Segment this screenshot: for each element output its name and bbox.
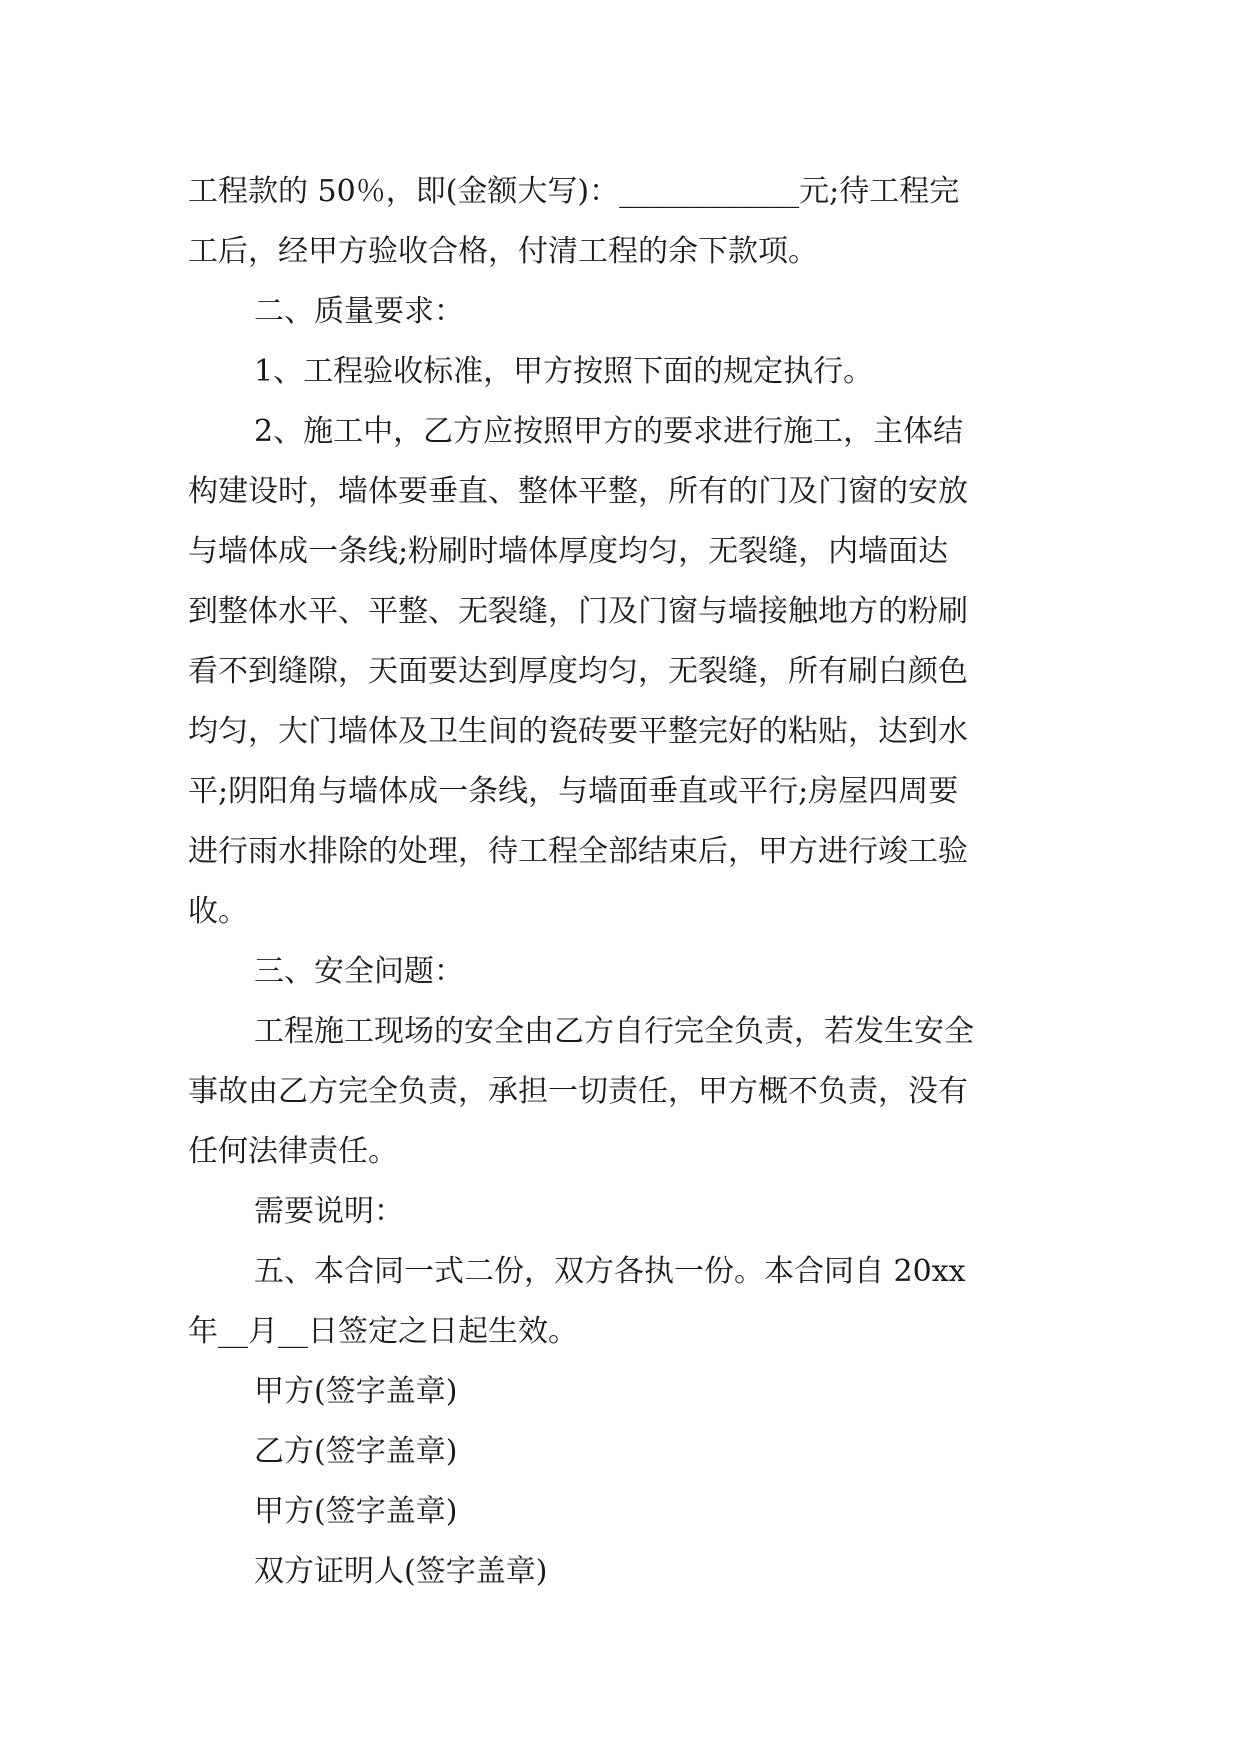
quality-item-2-line-3: 与墙体成一条线;粉刷时墙体厚度均匀，无裂缝，内墙面达 bbox=[188, 534, 949, 569]
quality-item-2-line-5: 看不到缝隙，天面要达到厚度均匀，无裂缝，所有刷白颜色 bbox=[188, 654, 968, 689]
quality-item-2-line-4: 到整体水平、平整、无裂缝，门及门窗与墙接触地方的粉刷 bbox=[188, 594, 968, 629]
document-body bbox=[188, 162, 1058, 1602]
safety-heading: 三、安全问题： bbox=[254, 954, 464, 989]
safety-body-line-2: 事故由乙方完全负责，承担一切责任，甲方概不负责，没有 bbox=[188, 1074, 968, 1109]
signature-party-a-repeat: 甲方(签字盖章) bbox=[254, 1494, 458, 1529]
quality-heading: 二、质量要求： bbox=[254, 294, 464, 329]
quality-item-2-line-2: 构建设时，墙体要垂直、整体平整，所有的门及门窗的安放 bbox=[188, 474, 968, 509]
safety-body-line-3: 任何法律责任。 bbox=[188, 1134, 398, 1169]
quality-item-2-line-8: 进行雨水排除的处理，待工程全部结束后，甲方进行竣工验 bbox=[188, 834, 968, 869]
quality-item-1: 1、工程验收标准，甲方按照下面的规定执行。 bbox=[254, 354, 874, 389]
signature-witnesses: 双方证明人(签字盖章) bbox=[254, 1554, 548, 1589]
quality-item-2-line-9: 收。 bbox=[188, 894, 248, 929]
quality-item-2-line-6: 均匀，大门墙体及卫生间的瓷砖要平整完好的粘贴，达到水 bbox=[188, 714, 968, 749]
signature-party-a: 甲方(签字盖章) bbox=[254, 1374, 458, 1409]
payment-line-2: 工后，经甲方验收合格，付清工程的余下款项。 bbox=[188, 234, 818, 269]
clause-5-line-1: 五、本合同一式二份，双方各执一份。本合同自 20xx bbox=[254, 1254, 966, 1289]
clause-5-line-2: 年__月__日签定之日起生效。 bbox=[188, 1314, 578, 1349]
notes-heading: 需要说明： bbox=[254, 1194, 404, 1229]
signature-party-b: 乙方(签字盖章) bbox=[254, 1434, 458, 1469]
safety-body-line-1: 工程施工现场的安全由乙方自行完全负责，若发生安全 bbox=[254, 1014, 974, 1049]
payment-line-1: 工程款的 50％，即(金额大写)：____________元;待工程完 bbox=[188, 174, 960, 209]
quality-item-2-line-1: 2、施工中，乙方应按照甲方的要求进行施工，主体结 bbox=[254, 414, 964, 449]
quality-item-2-line-7: 平;阴阳角与墙体成一条线，与墙面垂直或平行;房屋四周要 bbox=[188, 774, 959, 809]
